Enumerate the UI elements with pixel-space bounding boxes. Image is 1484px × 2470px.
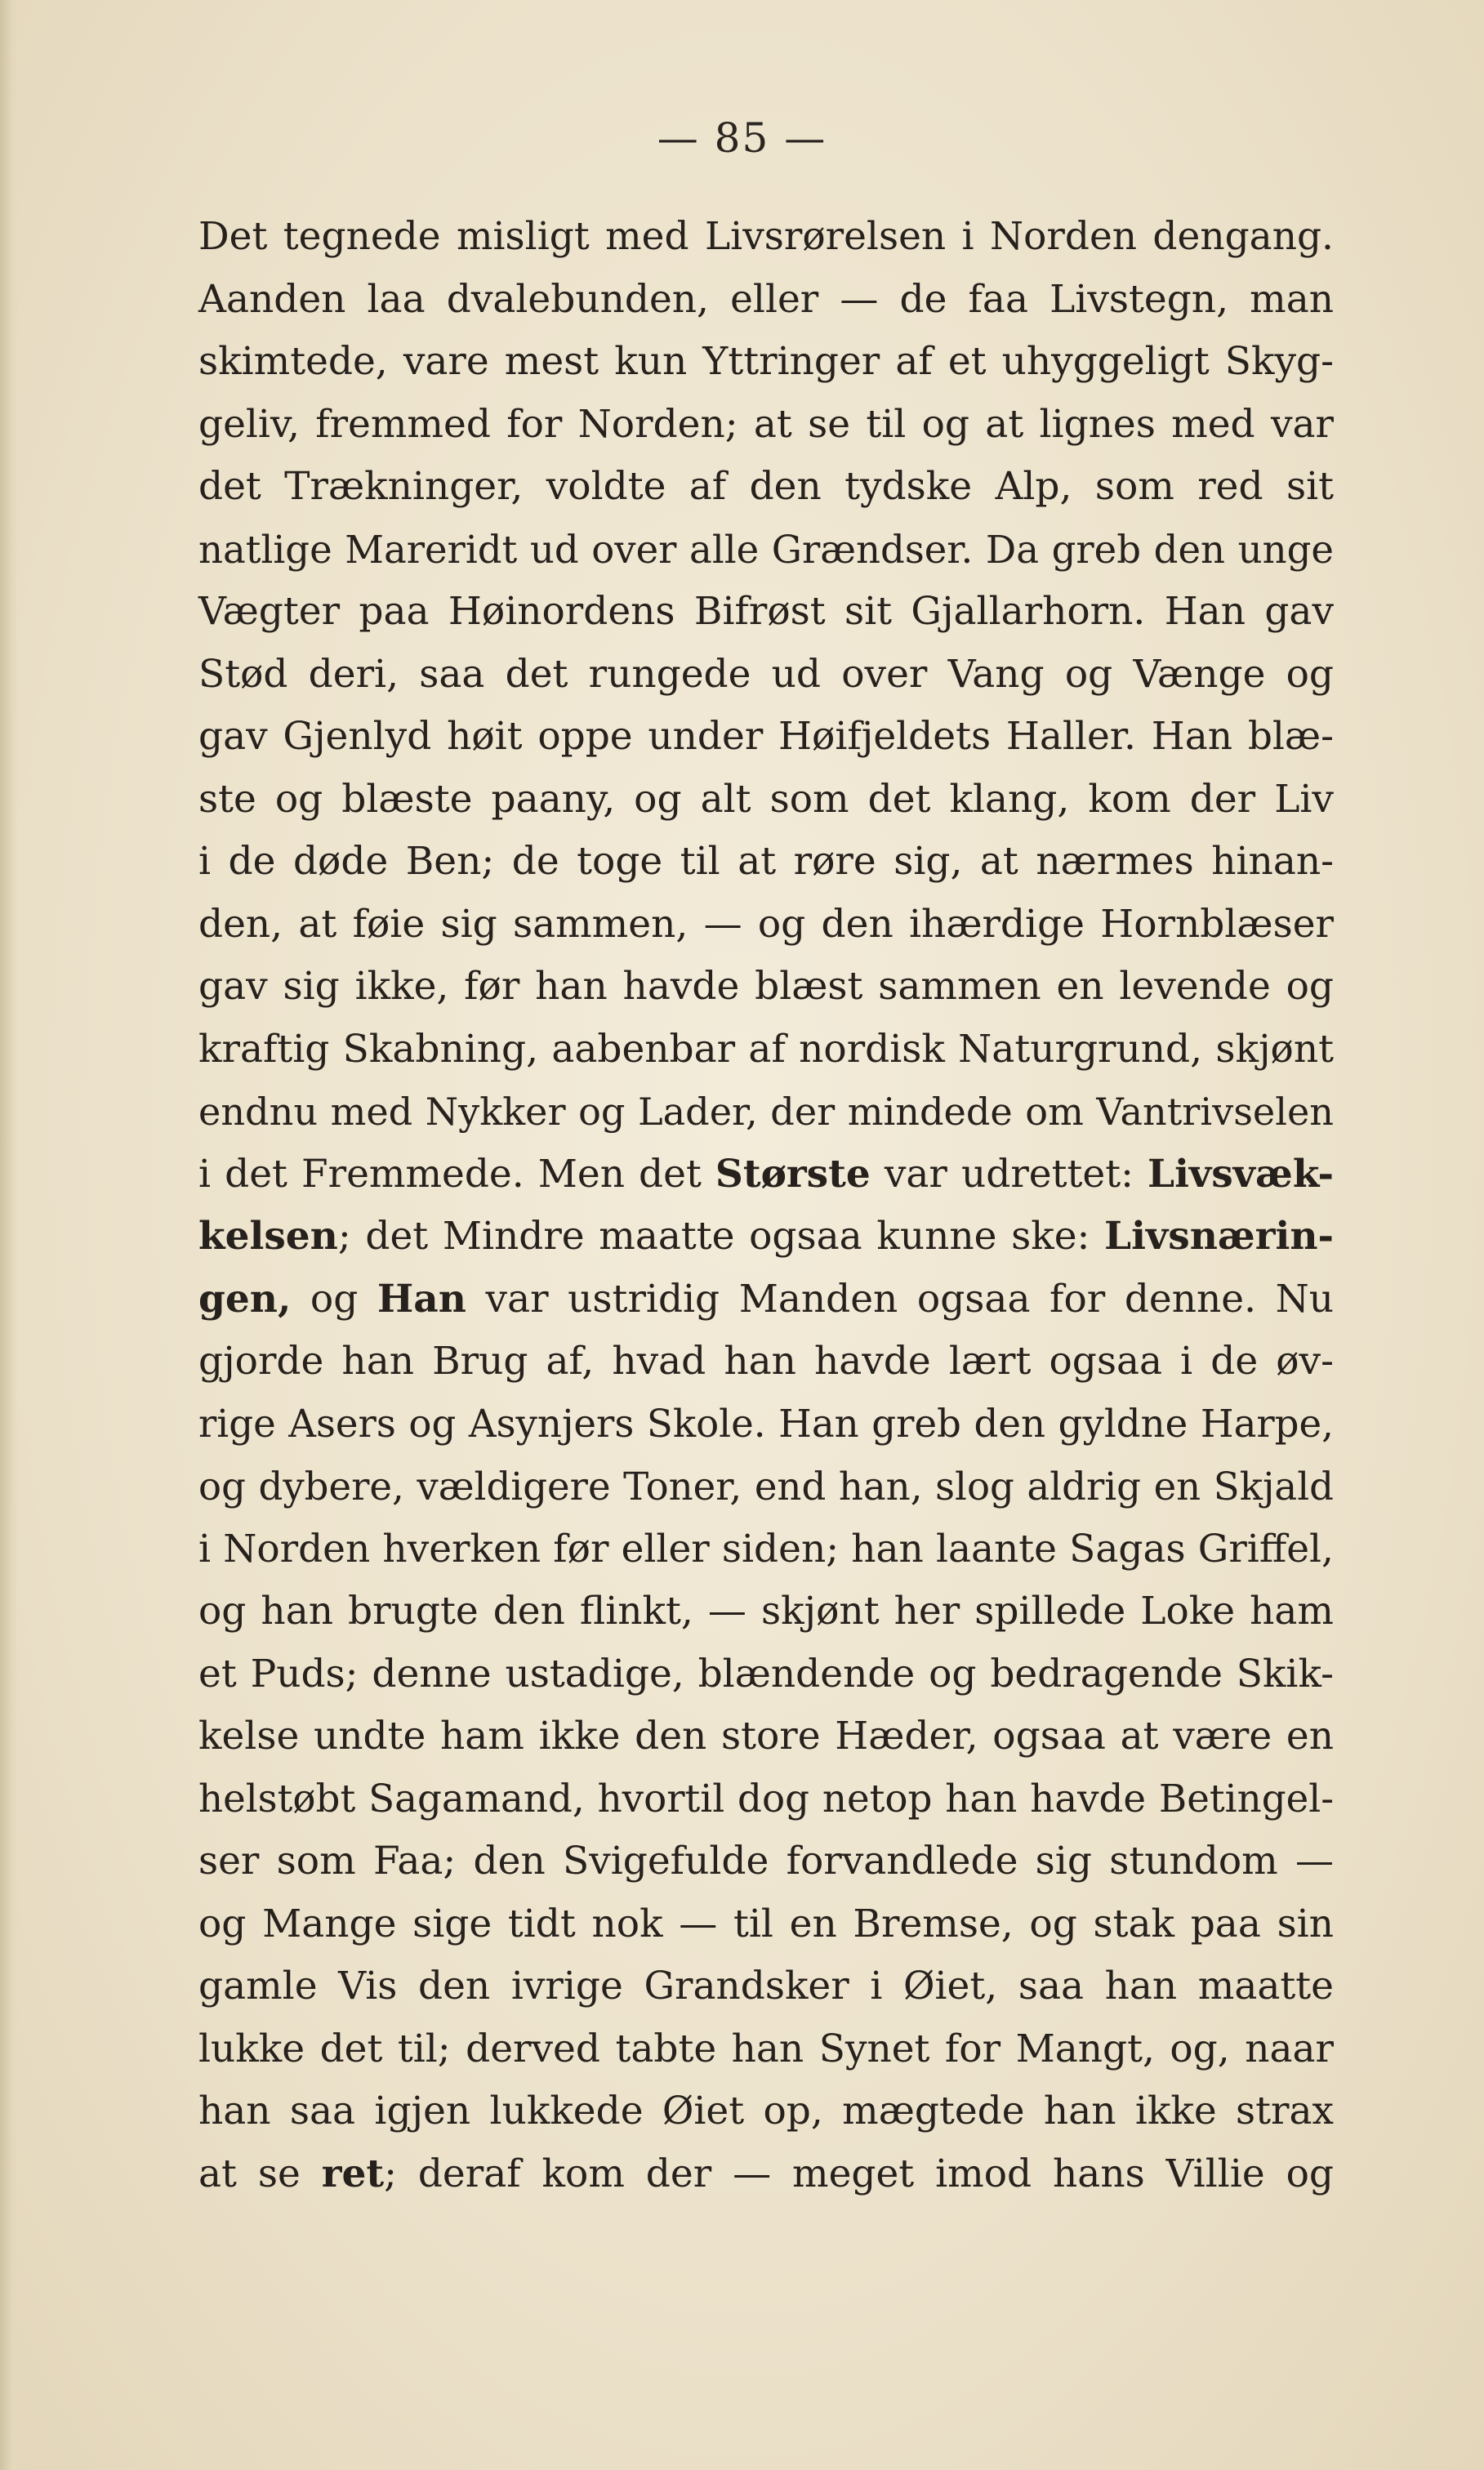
text-line [198, 1206, 1334, 1268]
text-line [198, 1144, 1334, 1206]
text-segment: ste og blæste paany, og alt som det klang, kom der Liv [198, 776, 1334, 822]
text-line [198, 1705, 1334, 1768]
text-segment: Stød deri, saa det rungede ud over Vang og Vænge og [198, 651, 1334, 697]
text-line [198, 1331, 1334, 1393]
text-line [198, 769, 1334, 832]
text-line [198, 1019, 1334, 1081]
text-segment: skimtede, vare mest kun Yttringer af et uhyggeligt Skyg- [198, 339, 1334, 384]
text-segment: natlige Mareridt ud over alle Grændser. Da greb den unge [198, 527, 1334, 572]
text-line [198, 894, 1334, 956]
text-segment: og [291, 1276, 377, 1322]
text-segment: gjorde han Brug af, hvad han havde lært ogsaa i de øv- [198, 1339, 1334, 1384]
text-segment: var ustridig Manden ogsaa for denne. Nu [466, 1276, 1334, 1322]
text-segment: i Norden hverken før eller siden; han laante Sagas Griffel, [198, 1526, 1334, 1572]
text-segment: den, at føie sig sammen, — og den ihærdige Hornblæser [198, 901, 1334, 947]
bold-text-segment: ret [321, 2151, 385, 2196]
text-line [198, 2143, 1334, 2206]
text-segment: geliv, fremmed for Norden; at se til og at lignes med var [198, 401, 1334, 447]
text-line [198, 394, 1334, 457]
text-line [198, 1393, 1334, 1456]
text-line [198, 269, 1334, 332]
text-segment: endnu med Nykker og Lader, der mindede om Vantrivselen [198, 1090, 1334, 1134]
text-segment: og Mange sige tidt nok — til en Bremse, og stak paa sin [198, 1901, 1334, 1946]
text-line [198, 1581, 1334, 1643]
text-line [198, 1893, 1334, 1956]
text-segment: et Puds; denne ustadige, blændende og bedragende Skik- [198, 1651, 1334, 1696]
text-line [198, 1643, 1334, 1706]
text-segment: Vægter paa Høinordens Bifrøst sit Gjallarhorn. Han gav [198, 589, 1334, 634]
text-segment: ; deraf kom der — meget imod hans Villie og [384, 2151, 1334, 2196]
text-line [198, 2080, 1334, 2143]
text-segment: Det tegnede misligt med Livsrørelsen i Norden dengang. [198, 214, 1334, 259]
text-line [198, 2018, 1334, 2081]
text-line [198, 1456, 1334, 1518]
bold-text-segment: kelsen [198, 1214, 338, 1259]
text-line [198, 1955, 1334, 2018]
text-segment: han saa igjen lukkede Øiet op, mægtede han ikke strax [198, 2089, 1334, 2133]
body-text [198, 206, 1334, 2205]
text-segment: ser som Faa; den Svigefulde forvandlede sig stundom — [198, 1839, 1334, 1884]
text-segment: var udrettet: [870, 1151, 1148, 1197]
text-line [198, 456, 1334, 519]
text-segment: og han brugte den flinkt, — skjønt her spillede Loke ham [198, 1589, 1334, 1634]
bold-text-segment: gen, [198, 1276, 292, 1322]
bold-text-segment: Livsvæk- [1148, 1151, 1334, 1197]
text-line [198, 1268, 1334, 1331]
text-line [198, 206, 1334, 269]
text-segment: det Trækninger, voldte af den tydske Alp, som red sit [198, 464, 1334, 509]
text-line [198, 1830, 1334, 1893]
text-line [198, 956, 1334, 1019]
text-segment: ; det Mindre maatte ogsaa kunne ske: [337, 1214, 1105, 1259]
text-line [198, 581, 1334, 644]
text-segment: gamle Vis den ivrige Grandsker i Øiet, saa han maatte [198, 1964, 1334, 2009]
text-line [198, 831, 1334, 894]
text-line [198, 519, 1334, 582]
text-segment: at se [198, 2151, 322, 2196]
text-segment: kraftig Skabning, aabenbar af nordisk Naturgrund, skjønt [198, 1026, 1334, 1072]
text-segment: gav sig ikke, før han havde blæst sammen en levende og [198, 964, 1334, 1009]
text-segment: gav Gjenlyd høit oppe under Høifjeldets Haller. Han blæ- [198, 714, 1334, 759]
text-line [198, 644, 1334, 707]
text-segment: kelse undte ham ikke den store Hæder, ogsaa at være en [198, 1714, 1334, 1759]
text-segment: helstøbt Sagamand, hvortil dog netop han havde Betingel- [198, 1777, 1334, 1821]
text-segment: rige Asers og Asynjers Skole. Han greb den gyldne Harpe, [198, 1402, 1334, 1447]
text-line [198, 1081, 1334, 1144]
text-segment: lukke det til; derved tabte han Synet for Mangt, og, naar [198, 2026, 1334, 2071]
bold-text-segment: Største [715, 1151, 871, 1197]
text-line [198, 1768, 1334, 1831]
text-segment: i det Fremmede. Men det [198, 1151, 715, 1197]
text-line [198, 706, 1334, 769]
page-edge-shadow [0, 0, 18, 2470]
text-segment: Aanden laa dvalebunden, eller — de faa Livstegn, man [198, 276, 1334, 322]
text-line [198, 331, 1334, 394]
text-line [198, 1518, 1334, 1581]
text-segment: i de døde Ben; de toge til at røre sig, at nærmes hinan- [198, 839, 1334, 884]
page-number: — 85 — [657, 114, 827, 162]
bold-text-segment: Livsnærin- [1104, 1214, 1334, 1259]
bold-text-segment: Han [377, 1276, 466, 1322]
text-segment: og dybere, vældigere Toner, end han, slog aldrig en Skjald [198, 1465, 1334, 1509]
